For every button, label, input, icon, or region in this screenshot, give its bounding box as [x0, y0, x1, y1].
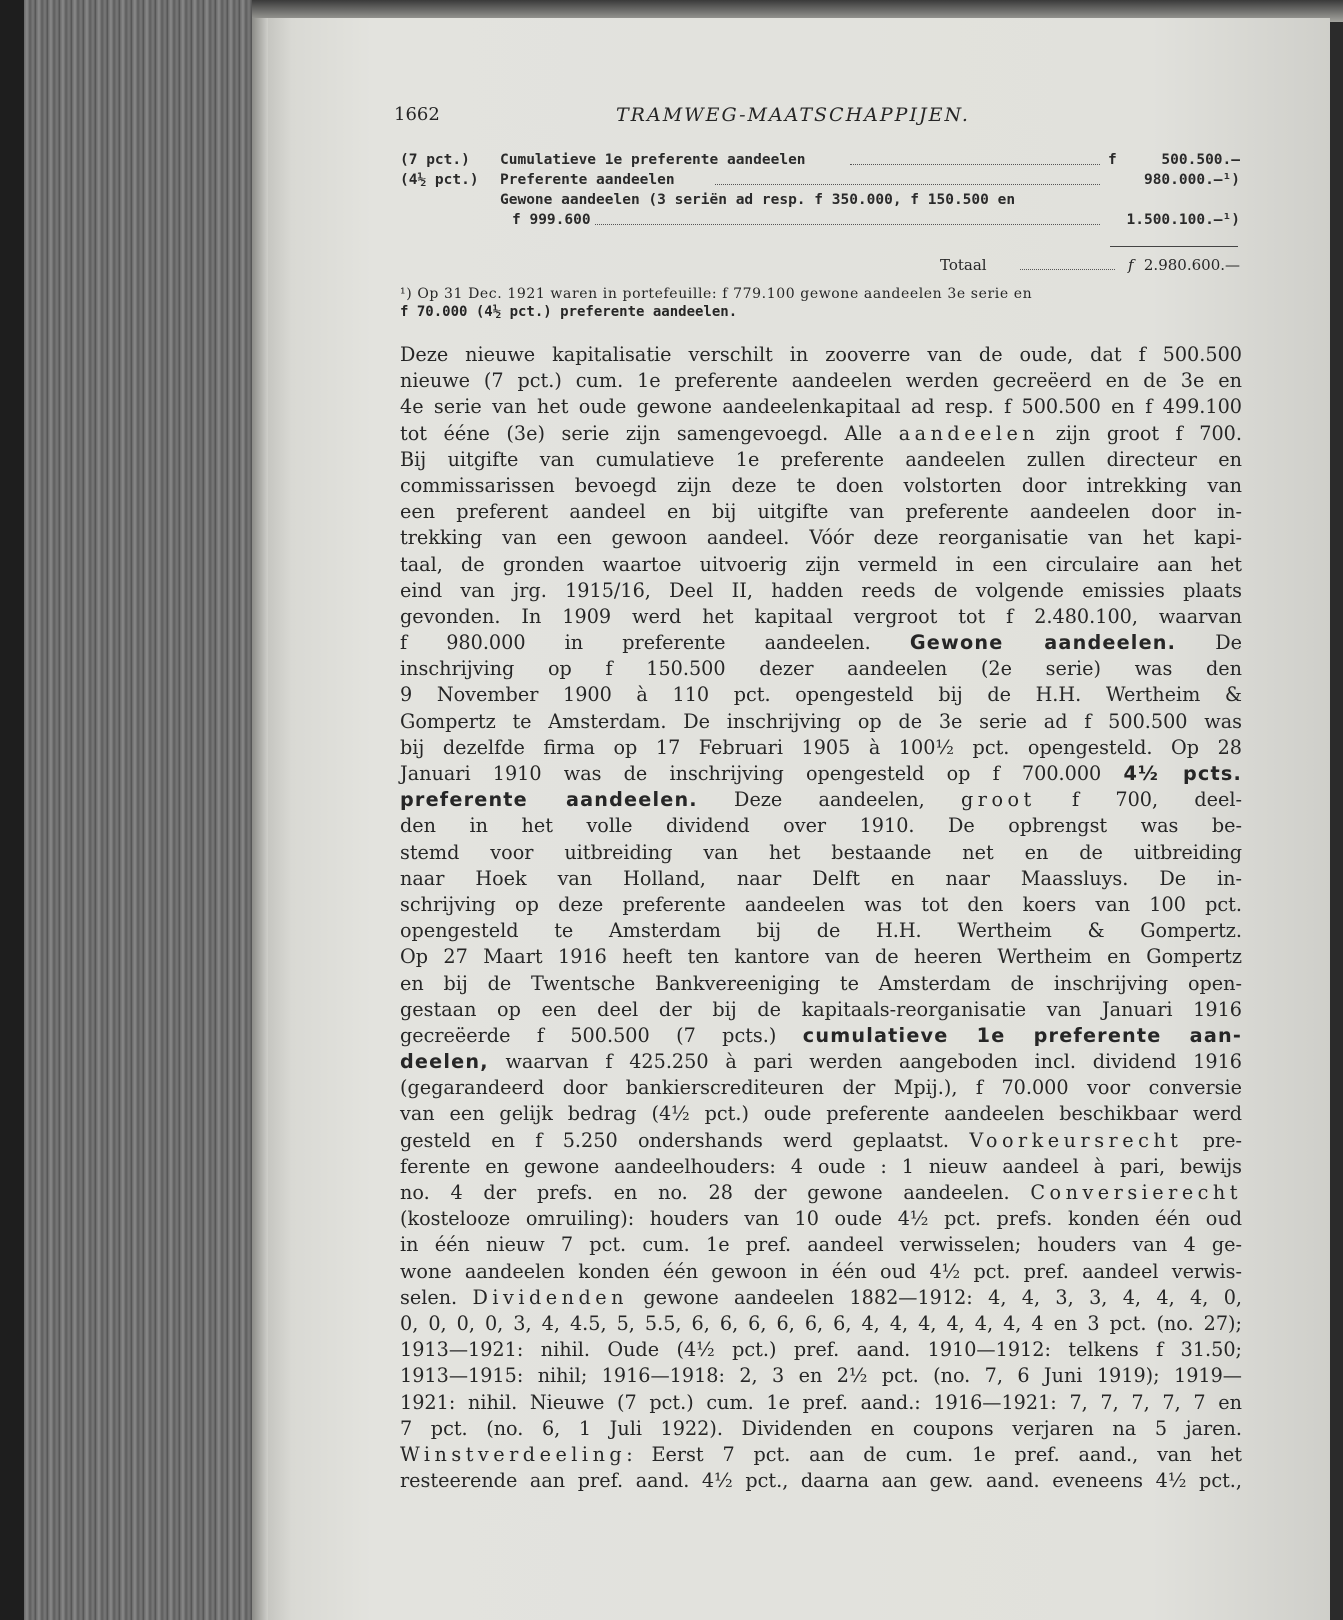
text-run: Januari 1910 was de inschrijving opengesteld op f 700.000 — [400, 762, 1124, 785]
text-line — [400, 997, 1242, 1023]
text-line — [400, 578, 1242, 604]
text-run: gestaan op een deel der bij de kapitaals-reorganisatie van Januari 1916 — [400, 997, 1242, 1021]
text-line — [400, 1285, 1242, 1311]
text-line — [400, 682, 1242, 708]
text-line — [400, 604, 1242, 630]
text-run: gewone aandeelen 1882—1912: 4, 4, 3, 3, 4, 4, 4, 0, — [628, 1285, 1242, 1309]
text-run: opengesteld te Amsterdam bij de H.H. Wertheim & Gompertz. — [400, 919, 1242, 943]
text-run: den in het volle dividend over 1910. De opbrengst was be- — [400, 814, 1242, 838]
text-run: Deze nieuwe kapitalisatie verschilt in zooverre van de oude, dat f 500.500 — [400, 343, 1242, 366]
text-run: De — [1176, 631, 1242, 655]
capital-row-amount: 1.500.100.—¹) — [1126, 212, 1240, 228]
text-run: 7 pct. (no. 6, 1 Juli 1922). Dividenden en coupons verjaren na 5 jaren. — [400, 1416, 1242, 1440]
text-run: Op 27 Maart 1916 heeft ten kantore van de heeren Wertheim en Gompertz — [400, 945, 1242, 969]
text-run: Gompertz te Amsterdam. De inschrijving op de 3e serie ad f 500.500 was — [400, 709, 1242, 733]
capital-row-amount: 980.000.—¹) — [1143, 172, 1240, 188]
total-currency: f — [1128, 256, 1134, 274]
total-rule — [1110, 246, 1238, 247]
capital-row — [400, 192, 1240, 212]
bold-run: deelen, — [400, 1050, 489, 1074]
text-line — [400, 813, 1242, 839]
text-line — [400, 1442, 1242, 1468]
text-line — [400, 1232, 1242, 1258]
capital-row — [400, 152, 1240, 172]
total-label: Totaal — [940, 256, 987, 274]
text-line — [400, 1128, 1242, 1154]
spaced-run: Dividenden — [472, 1285, 628, 1309]
capital-row-currency: f — [1108, 152, 1117, 168]
text-line — [400, 552, 1242, 578]
text-line — [400, 1206, 1242, 1232]
text-run: nieuwe (7 pct.) cum. 1e preferente aandeelen werden gecreëerd en de 3e en — [400, 369, 1242, 393]
dot-leader — [1020, 269, 1115, 270]
text-run: commissarissen bevoegd zijn deze te doen volstorten door intrekking van — [400, 473, 1242, 497]
page-number: 1662 — [394, 104, 440, 125]
spaced-run: Conversierecht — [1030, 1181, 1242, 1204]
spaced-run: Winstverdeeling — [400, 1442, 627, 1466]
footnote-line: f 70.000 (4½ pct.) preferente aandeelen. — [400, 304, 738, 320]
text-run: schrijving op deze preferente aandeelen was tot den koers van 100 pct. — [400, 892, 1242, 916]
text-run: gecreëerde f 500.500 (7 pcts.) — [400, 1023, 803, 1047]
book-page-edges — [0, 0, 262, 1620]
text-line — [400, 394, 1242, 420]
text-line — [400, 499, 1242, 525]
text-line — [400, 1416, 1242, 1442]
text-line — [400, 421, 1242, 447]
text-line — [400, 1075, 1242, 1101]
spaced-run: groot — [960, 788, 1036, 812]
text-run: 1913—1915: nihil; 1916—1918: 2, 3 en 2½ pct. (no. 7, 6 Juni 1919); 1919— — [400, 1364, 1242, 1388]
text-run: 9 November 1900 à 110 pct. opengesteld bij de H.H. Wertheim & — [400, 683, 1242, 707]
text-line — [400, 761, 1242, 787]
text-run: inschrijving op f 150.500 dezer aandeelen (2e serie) was den — [400, 657, 1242, 681]
dot-leader — [715, 184, 1100, 185]
text-run: (kostelooze omruiling): houders van 10 oude 4½ pct. prefs. konden één oud — [400, 1207, 1242, 1231]
capital-total — [400, 256, 1240, 276]
text-line — [400, 656, 1242, 682]
dot-leader — [595, 224, 1100, 225]
text-line — [400, 866, 1242, 892]
text-line — [400, 342, 1242, 368]
text-run: waarvan f 425.250 à pari werden aangeboden incl. dividend 1916 — [488, 1050, 1242, 1074]
capital-row-description: f 999.600 — [512, 212, 591, 228]
page-gutter-shadow — [252, 18, 268, 1620]
text-run: resteerende aan pref. aand. 4½ pct., daarna aan gew. aand. eveneens 4½ pct., — [400, 1469, 1242, 1493]
text-line — [400, 971, 1242, 997]
capital-row-description: Gewone aandeelen (3 seriën ad resp. f 350.000, f 150.500 en — [500, 192, 1016, 208]
text-line — [400, 1101, 1242, 1127]
text-run: 0, 0, 0, 0, 3, 4, 4.5, 5, 5.5, 6, 6, 6, 6, 6, 6, 4, 4, 4, 4, 4, 4, 4 en 3 pct. (no. 27); — [400, 1311, 1242, 1335]
text-line — [400, 1390, 1242, 1416]
text-line — [400, 918, 1242, 944]
running-title: TRAMWEG-MAATSCHAPPIJEN. — [616, 104, 970, 126]
text-line — [400, 1023, 1242, 1049]
text-line — [400, 447, 1242, 473]
text-run: (gegarandeerd door bankierscrediteuren der Mpij.), f 70.000 voor conversie — [400, 1076, 1242, 1100]
text-line — [400, 368, 1242, 394]
body-text — [400, 342, 1242, 1494]
text-line — [400, 944, 1242, 970]
text-run: Deze aandeelen, — [697, 788, 961, 812]
text-run: ferente en gewone aandeelhouders: 4 oude : 1 nieuw aandeel à pari, bewijs — [400, 1154, 1242, 1178]
text-run: 1913—1921: nihil. Oude (4½ pct.) pref. aand. 1910—1912: telkens f 31.50; — [400, 1338, 1242, 1362]
spaced-run: Voorkeursrecht — [969, 1128, 1183, 1152]
bold-run: 4½ pcts. — [1123, 762, 1242, 785]
capital-row-amount: 500.500.— — [1161, 152, 1240, 168]
text-run: en bij de Twentsche Bankvereeniging te Amsterdam de inschrijving open- — [400, 971, 1242, 995]
text-line — [400, 1337, 1242, 1363]
text-run: f 700, deel- — [1035, 788, 1242, 812]
text-line — [400, 1363, 1242, 1389]
text-run: no. 4 der prefs. en no. 28 der gewone aandeelen. — [400, 1181, 1031, 1204]
capital-row — [400, 212, 1240, 232]
text-run: f 980.000 in preferente aandeelen. — [400, 631, 910, 655]
total-amount: 2.980.600.— — [1143, 256, 1240, 274]
footnote-line: ¹) Op 31 Dec. 1921 waren in portefeuille: f 779.100 gewone aandeelen 3e serie en — [400, 286, 1033, 302]
capital-row-pct: (4½ pct.) — [400, 172, 479, 188]
text-run: van een gelijk bedrag (4½ pct.) oude preferente aandeelen beschikbaar werd — [400, 1102, 1242, 1126]
text-run: in één nieuw 7 pct. cum. 1e pref. aandeel verwisselen; houders van 4 ge- — [400, 1233, 1242, 1257]
book-spine-shadow — [0, 0, 24, 1620]
text-run: zijn groot f 700. — [1039, 421, 1242, 445]
spaced-run: aandeelen — [898, 421, 1040, 445]
text-line — [400, 1468, 1242, 1494]
text-line — [400, 709, 1242, 735]
bold-run: cumulatieve 1e preferente aan- — [802, 1023, 1242, 1047]
text-line — [400, 840, 1242, 866]
bold-run: Gewone aandeelen. — [909, 631, 1177, 655]
text-run: eind van jrg. 1915/16, Deel II, hadden reeds de volgende emissies plaats — [400, 578, 1242, 602]
text-line — [400, 1180, 1242, 1206]
text-line — [400, 473, 1242, 499]
text-run: stemd voor uitbreiding van het bestaande net en de uitbreiding — [400, 840, 1242, 864]
text-line — [400, 892, 1242, 918]
text-line — [400, 735, 1242, 761]
text-run: wone aandeelen konden één gewoon in één oud 4½ pct. pref. aandeel verwis- — [400, 1259, 1242, 1283]
text-run: 4e serie van het oude gewone aandeelenkapitaal ad resp. f 500.500 en f 499.100 — [400, 395, 1242, 419]
text-run: Bij uitgifte van cumulatieve 1e preferente aandeelen zullen directeur en — [400, 447, 1242, 471]
capital-row-description: Preferente aandeelen — [500, 172, 675, 188]
text-line — [400, 1049, 1242, 1075]
text-run: tot ééne (3e) serie zijn samengevoegd. Alle — [400, 421, 899, 445]
text-line — [400, 1154, 1242, 1180]
text-run: 1921: nihil. Nieuwe (7 pct.) cum. 1e pref. aand.: 1916—1921: 7, 7, 7, 7, 7 en — [400, 1390, 1242, 1414]
capital-row-pct: (7 pct.) — [400, 152, 470, 168]
text-run: : Eerst 7 pct. aan de cum. 1e pref. aand., van het — [626, 1442, 1242, 1466]
dot-leader — [850, 164, 1100, 165]
text-line — [400, 1259, 1242, 1285]
bold-run: preferente aandeelen. — [400, 788, 698, 812]
text-line — [400, 1311, 1242, 1337]
text-run: taal, de gronden waartoe uitvoerig zijn vermeld in een circulaire aan het — [400, 552, 1242, 576]
text-run: naar Hoek van Holland, naar Delft en naar Maassluys. De in- — [400, 866, 1242, 890]
text-run: een preferent aandeel en bij uitgifte van preferente aandeelen door in- — [400, 500, 1242, 524]
text-run: pre- — [1182, 1128, 1242, 1152]
text-run: selen. — [400, 1285, 473, 1309]
text-line — [400, 525, 1242, 551]
text-run: gesteld en f 5.250 ondershands werd geplaatst. — [400, 1128, 970, 1152]
text-run: bij dezelfde firma op 17 Februari 1905 à 100½ pct. opengesteld. Op 28 — [400, 735, 1242, 759]
capital-row-description: Cumulatieve 1e preferente aandeelen — [500, 152, 806, 168]
text-run: gevonden. In 1909 werd het kapitaal vergroot tot f 2.480.100, waarvan — [400, 604, 1242, 628]
text-line — [400, 630, 1242, 656]
text-line — [400, 787, 1242, 813]
text-run: trekking van een gewoon aandeel. Vóór deze reorganisatie van het kapi- — [400, 526, 1242, 550]
capital-row — [400, 172, 1240, 192]
